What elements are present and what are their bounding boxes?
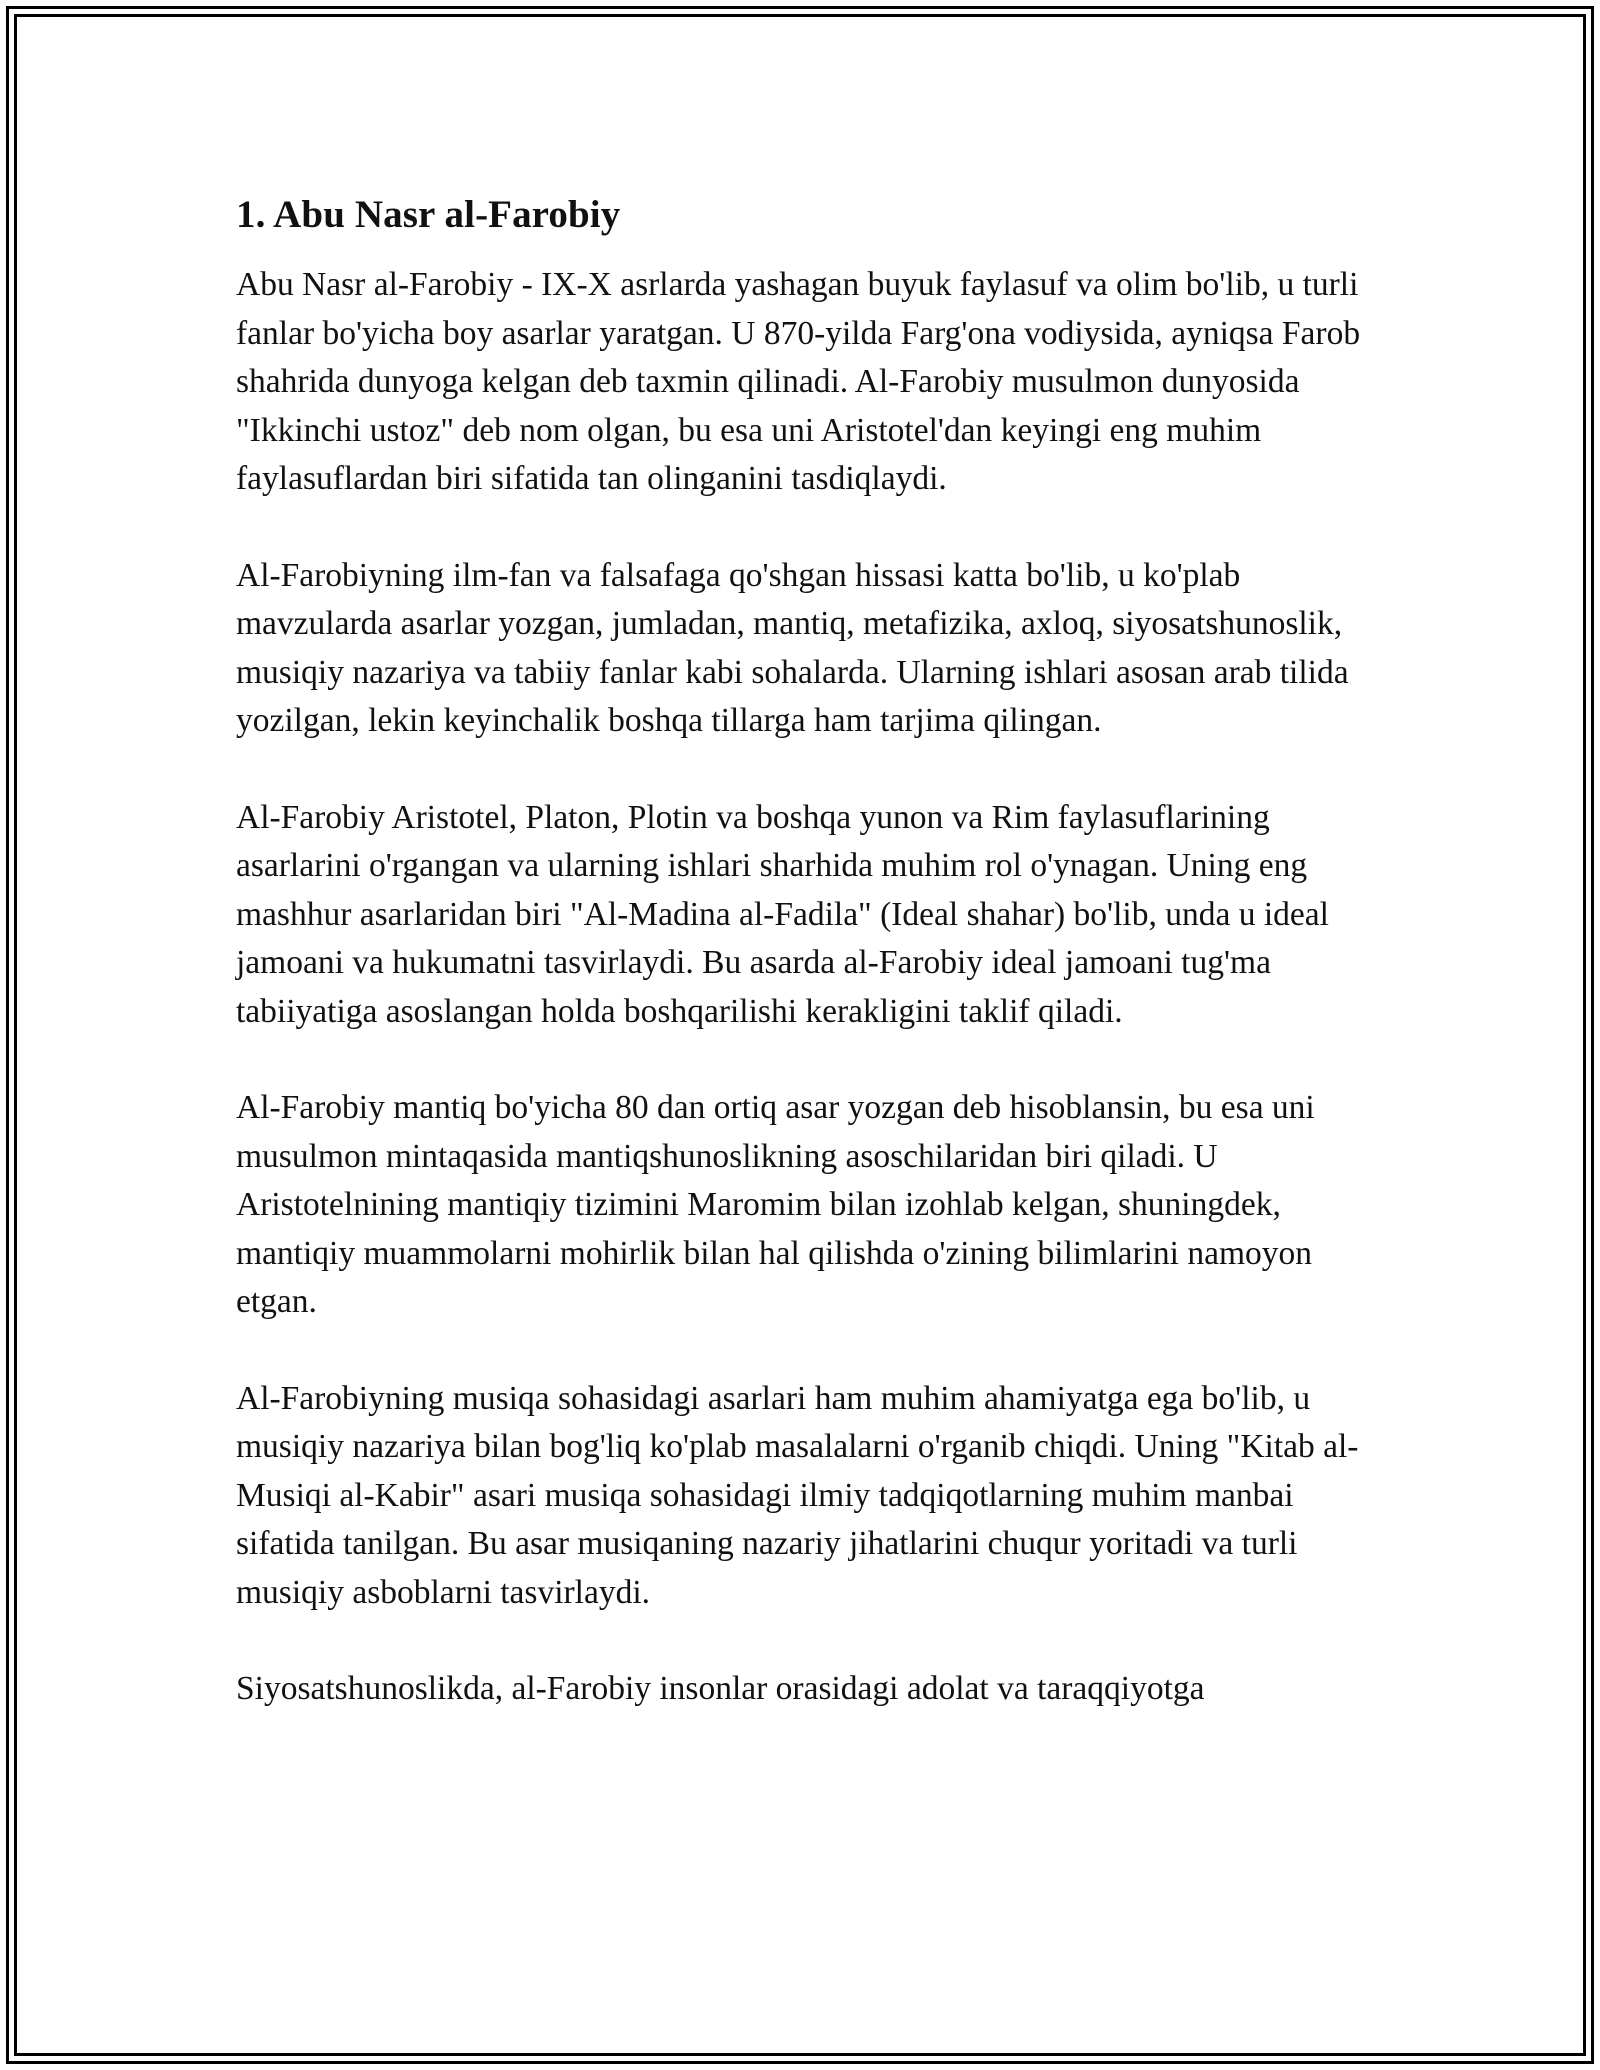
paragraph-3: Al-Farobiy Aristotel, Platon, Plotin va boshqa yunon va Rim faylasuflarining asarlarini o'rgangan va ularning ishlari sharhida muhim rol o'ynagan. Uning eng mashhur asarlaridan biri "Al-Madina al-Fadila" (Ideal shahar) bo'lib, unda u ideal jamoani va hukumatni tasvirlaydi. Bu asarda al-Farobiy ideal jamoani tug'ma tabiiyatiga asoslangan holda boshqarilishi kerakligini taklif qiladi. [236, 798, 1329, 1030]
document-body [236, 188, 1376, 1762]
section-heading: 1. Abu Nasr al-Farobiy [236, 193, 621, 236]
paragraph-2: Al-Farobiyning ilm-fan va falsafaga qo'shgan hissasi katta bo'lib, u ko'plab mavzularda asarlar yozgan, jumladan, mantiq, metafizika, axloq, siyosatshunoslik, musiqiy nazariya va tabiiy fanlar kabi sohalarda. Ularning ishlari asosan arab tilida yozilgan, lekin keyinchalik boshqa tillarga ham tarjima qilingan. [236, 556, 1349, 739]
paragraph-4: Al-Farobiy mantiq bo'yicha 80 dan ortiq asar yozgan deb hisoblansin, bu esa uni musulmon mintaqasida mantiqshunoslikning asoschilaridan biri qiladi. U Aristotelnining mantiqiy tizimini Maromim bilan izohlab kelgan, shuningdek, mantiqiy muammolarni mohirlik bilan hal qilishda o'zining bilimlarini namoyon etgan. [236, 1089, 1315, 1320]
paragraph-5: Al-Farobiyning musiqa sohasidagi asarlari ham muhim ahamiyatga ega bo'lib, u musiqiy nazariya bilan bog'liq ko'plab masalalarni o'rganib chiqdi. Uning "Kitab al-Musiqi al-Kabir" asari musiqa sohasidagi ilmiy tadqiqotlarning muhim manbai sifatida tanilgan. Bu asar musiqaning nazariy jihatlarini chuqur yoritadi va turli musiqiy asboblarni tasvirlaydi. [236, 1379, 1359, 1611]
paragraph-1: Abu Nasr al-Farobiy - IX-X asrlarda yashagan buyuk faylasuf va olim bo'lib, u turli fanlar bo'yicha boy asarlar yaratgan. U 870-yilda Farg'ona vodiysida, ayniqsa Farob shahrida dunyoga kelgan deb taxmin qilinadi. Al-Farobiy musulmon dunyosida "Ikkinchi ustoz" deb nom olgan, bu esa uni Aristotel'dan keyingi eng muhim faylasuflardan biri sifatida tan olinganini tasdiqlaydi. [236, 266, 1361, 497]
paragraph-6: Siyosatshunoslikda, al-Farobiy insonlar orasidagi adolat va taraqqiyotga [236, 1670, 1205, 1707]
